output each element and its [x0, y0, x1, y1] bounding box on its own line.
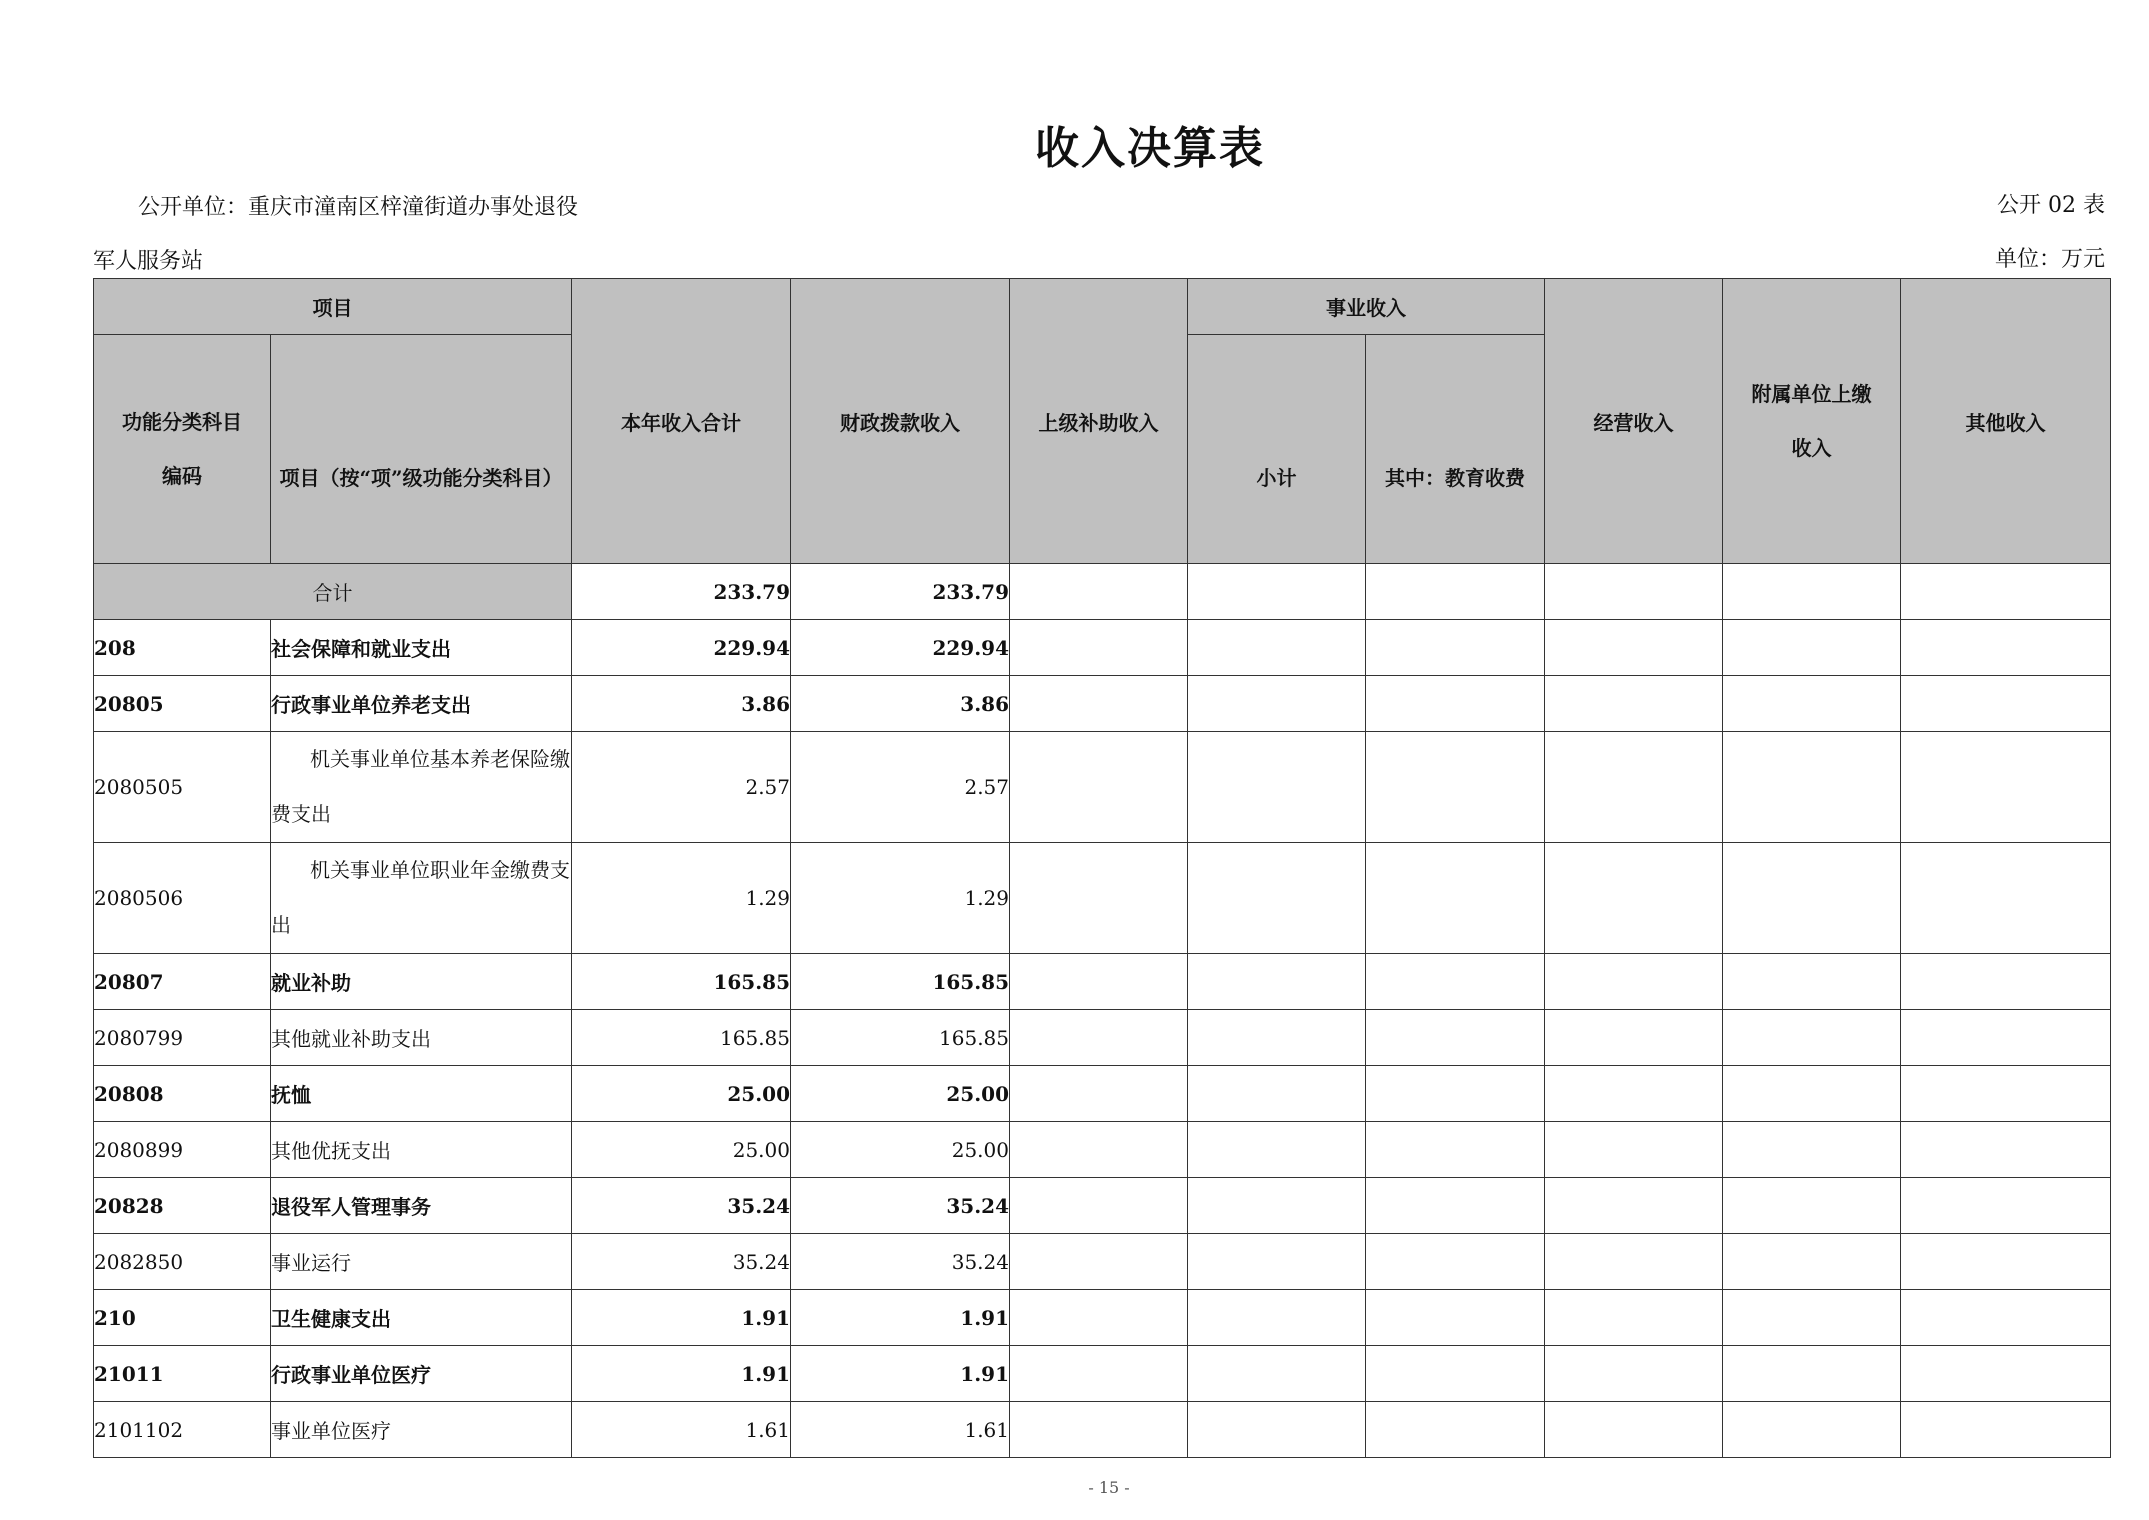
row-fiscal-income: 165.85	[791, 954, 1010, 1010]
row-other-income	[1901, 1178, 2111, 1234]
row-affiliated-income	[1723, 843, 1901, 954]
header-operating-income: 经营收入	[1545, 279, 1723, 564]
row-func-code: 2080899	[94, 1122, 271, 1178]
table-row	[94, 1066, 2111, 1122]
row-item-name: 卫生健康支出	[271, 1290, 572, 1346]
row-career-subtotal	[1188, 1066, 1366, 1122]
row-other-income	[1901, 620, 2111, 676]
row-career-subtotal	[1188, 732, 1366, 843]
row-other-income	[1901, 954, 2111, 1010]
row-func-code: 2080506	[94, 843, 271, 954]
row-career-subtotal	[1188, 1010, 1366, 1066]
row-func-code: 208	[94, 620, 271, 676]
row-total-income: 1.29	[572, 843, 791, 954]
row-fiscal-income: 3.86	[791, 676, 1010, 732]
row-operating-income	[1545, 676, 1723, 732]
row-career-subtotal	[1188, 1346, 1366, 1402]
row-total-income: 1.91	[572, 1290, 791, 1346]
row-total-income: 1.91	[572, 1346, 791, 1402]
row-operating-income	[1545, 1346, 1723, 1402]
row-other-income	[1901, 732, 2111, 843]
row-total-income: 35.24	[572, 1234, 791, 1290]
row-upper-subsidy	[1010, 954, 1188, 1010]
row-education-fee	[1366, 1066, 1545, 1122]
row-other-income	[1901, 1402, 2111, 1458]
row-operating-income	[1545, 1234, 1723, 1290]
row-item-name: 抚恤	[271, 1066, 572, 1122]
row-education-fee	[1366, 1290, 1545, 1346]
row-operating-income	[1545, 1178, 1723, 1234]
row-fiscal-income: 2.57	[791, 732, 1010, 843]
total-label: 合计	[94, 564, 572, 620]
row-career-subtotal	[1188, 676, 1366, 732]
row-education-fee	[1366, 843, 1545, 954]
row-func-code: 2101102	[94, 1402, 271, 1458]
table-row	[94, 1122, 2111, 1178]
row-operating-income	[1545, 620, 1723, 676]
header-education-fee: 其中：教育收费	[1366, 335, 1545, 564]
row-education-fee	[1366, 1234, 1545, 1290]
row-affiliated-income	[1723, 1010, 1901, 1066]
row-affiliated-income	[1723, 1290, 1901, 1346]
row-item-name: 行政事业单位医疗	[271, 1346, 572, 1402]
table-row	[94, 1346, 2111, 1402]
row-fiscal-income: 25.00	[791, 1066, 1010, 1122]
row-upper-subsidy	[1010, 1010, 1188, 1066]
row-fiscal-income: 1.91	[791, 1346, 1010, 1402]
row-upper-subsidy	[1010, 1346, 1188, 1402]
total-fiscal-value: 233.79	[791, 564, 1010, 620]
table-row	[94, 1402, 2111, 1458]
total-income-value: 233.79	[572, 564, 791, 620]
row-other-income	[1901, 676, 2111, 732]
row-fiscal-income: 165.85	[791, 1010, 1010, 1066]
form-number: 公开 02 表	[1997, 193, 2105, 218]
row-career-subtotal	[1188, 1122, 1366, 1178]
row-upper-subsidy	[1010, 1290, 1188, 1346]
row-affiliated-income	[1723, 1122, 1901, 1178]
header-affiliated-income: 附属单位上缴 收入	[1723, 279, 1901, 564]
row-func-code: 20828	[94, 1178, 271, 1234]
row-fiscal-income: 1.91	[791, 1290, 1010, 1346]
row-affiliated-income	[1723, 1234, 1901, 1290]
table-row	[94, 1234, 2111, 1290]
row-fiscal-income: 1.29	[791, 843, 1010, 954]
row-other-income	[1901, 1010, 2111, 1066]
row-other-income	[1901, 1122, 2111, 1178]
row-affiliated-income	[1723, 732, 1901, 843]
row-func-code: 2080505	[94, 732, 271, 843]
row-operating-income	[1545, 1402, 1723, 1458]
row-education-fee	[1366, 620, 1545, 676]
row-other-income	[1901, 1346, 2111, 1402]
row-total-income: 25.00	[572, 1122, 791, 1178]
row-career-subtotal	[1188, 620, 1366, 676]
row-upper-subsidy	[1010, 1234, 1188, 1290]
row-item-name: 行政事业单位养老支出	[271, 676, 572, 732]
row-operating-income	[1545, 954, 1723, 1010]
row-func-code: 20805	[94, 676, 271, 732]
row-affiliated-income	[1723, 1402, 1901, 1458]
row-func-code: 21011	[94, 1346, 271, 1402]
row-total-income: 3.86	[572, 676, 791, 732]
row-education-fee	[1366, 676, 1545, 732]
row-upper-subsidy	[1010, 843, 1188, 954]
row-func-code: 2080799	[94, 1010, 271, 1066]
page-title: 收入决算表	[1035, 123, 1265, 174]
row-other-income	[1901, 843, 2111, 954]
row-other-income	[1901, 1290, 2111, 1346]
row-item-name: 机关事业单位职业年金缴费支 出	[271, 843, 572, 954]
row-career-subtotal	[1188, 954, 1366, 1010]
row-item-name: 事业运行	[271, 1234, 572, 1290]
row-career-subtotal	[1188, 1234, 1366, 1290]
row-item-name: 事业单位医疗	[271, 1402, 572, 1458]
row-func-code: 20807	[94, 954, 271, 1010]
row-operating-income	[1545, 1066, 1723, 1122]
row-total-income: 1.61	[572, 1402, 791, 1458]
table-row	[94, 954, 2111, 1010]
row-total-income: 229.94	[572, 620, 791, 676]
row-fiscal-income: 35.24	[791, 1234, 1010, 1290]
row-other-income	[1901, 1066, 2111, 1122]
table-row	[94, 1010, 2111, 1066]
header-total-income: 本年收入合计	[572, 279, 791, 564]
row-item-name: 就业补助	[271, 954, 572, 1010]
table-row	[94, 676, 2111, 732]
header-subtotal: 小计	[1188, 335, 1366, 564]
row-total-income: 2.57	[572, 732, 791, 843]
row-item-name: 社会保障和就业支出	[271, 620, 572, 676]
header-career-income: 事业收入	[1188, 279, 1545, 335]
row-fiscal-income: 1.61	[791, 1402, 1010, 1458]
row-education-fee	[1366, 1122, 1545, 1178]
row-education-fee	[1366, 1010, 1545, 1066]
row-upper-subsidy	[1010, 620, 1188, 676]
row-education-fee	[1366, 732, 1545, 843]
row-item-name: 机关事业单位基本养老保险缴 费支出	[271, 732, 572, 843]
row-career-subtotal	[1188, 1178, 1366, 1234]
row-fiscal-income: 25.00	[791, 1122, 1010, 1178]
income-table	[93, 278, 2111, 1458]
row-operating-income	[1545, 843, 1723, 954]
row-operating-income	[1545, 1122, 1723, 1178]
row-item-name: 退役军人管理事务	[271, 1178, 572, 1234]
page-number: - 15 -	[1088, 1478, 1130, 1497]
row-upper-subsidy	[1010, 1178, 1188, 1234]
row-upper-subsidy	[1010, 1122, 1188, 1178]
row-fiscal-income: 35.24	[791, 1178, 1010, 1234]
row-upper-subsidy	[1010, 1402, 1188, 1458]
row-operating-income	[1545, 732, 1723, 843]
row-affiliated-income	[1723, 676, 1901, 732]
row-upper-subsidy	[1010, 1066, 1188, 1122]
row-education-fee	[1366, 1402, 1545, 1458]
header-upper-subsidy: 上级补助收入	[1010, 279, 1188, 564]
row-func-code: 210	[94, 1290, 271, 1346]
row-item-name: 其他优抚支出	[271, 1122, 572, 1178]
row-upper-subsidy	[1010, 676, 1188, 732]
table-row	[94, 1290, 2111, 1346]
reporting-unit-line1: 公开单位：重庆市潼南区梓潼街道办事处退役	[138, 195, 579, 220]
row-career-subtotal	[1188, 843, 1366, 954]
table-row	[94, 732, 2111, 843]
row-career-subtotal	[1188, 1402, 1366, 1458]
header-item-name: 项目（按“项”级功能分类科目）	[271, 335, 572, 564]
table-row	[94, 843, 2111, 954]
table-row	[94, 1178, 2111, 1234]
row-func-code: 20808	[94, 1066, 271, 1122]
row-affiliated-income	[1723, 1178, 1901, 1234]
header-other-income: 其他收入	[1901, 279, 2111, 564]
row-affiliated-income	[1723, 1346, 1901, 1402]
reporting-unit-line2: 军人服务站	[93, 249, 204, 274]
row-affiliated-income	[1723, 954, 1901, 1010]
header-func-code: 功能分类科目 编码	[94, 335, 271, 564]
row-operating-income	[1545, 1010, 1723, 1066]
row-total-income: 25.00	[572, 1066, 791, 1122]
row-total-income: 165.85	[572, 1010, 791, 1066]
header-fiscal-income: 财政拨款收入	[791, 279, 1010, 564]
row-affiliated-income	[1723, 1066, 1901, 1122]
row-education-fee	[1366, 954, 1545, 1010]
row-upper-subsidy	[1010, 732, 1188, 843]
row-total-income: 165.85	[572, 954, 791, 1010]
row-fiscal-income: 229.94	[791, 620, 1010, 676]
row-operating-income	[1545, 1290, 1723, 1346]
row-other-income	[1901, 1234, 2111, 1290]
row-func-code: 2082850	[94, 1234, 271, 1290]
row-total-income: 35.24	[572, 1178, 791, 1234]
currency-unit: 单位：万元	[1994, 247, 2105, 272]
header-project: 项目	[94, 279, 572, 335]
row-item-name: 其他就业补助支出	[271, 1010, 572, 1066]
row-education-fee	[1366, 1178, 1545, 1234]
row-career-subtotal	[1188, 1290, 1366, 1346]
row-affiliated-income	[1723, 620, 1901, 676]
table-row	[94, 620, 2111, 676]
total-row	[94, 564, 2111, 620]
row-education-fee	[1366, 1346, 1545, 1402]
